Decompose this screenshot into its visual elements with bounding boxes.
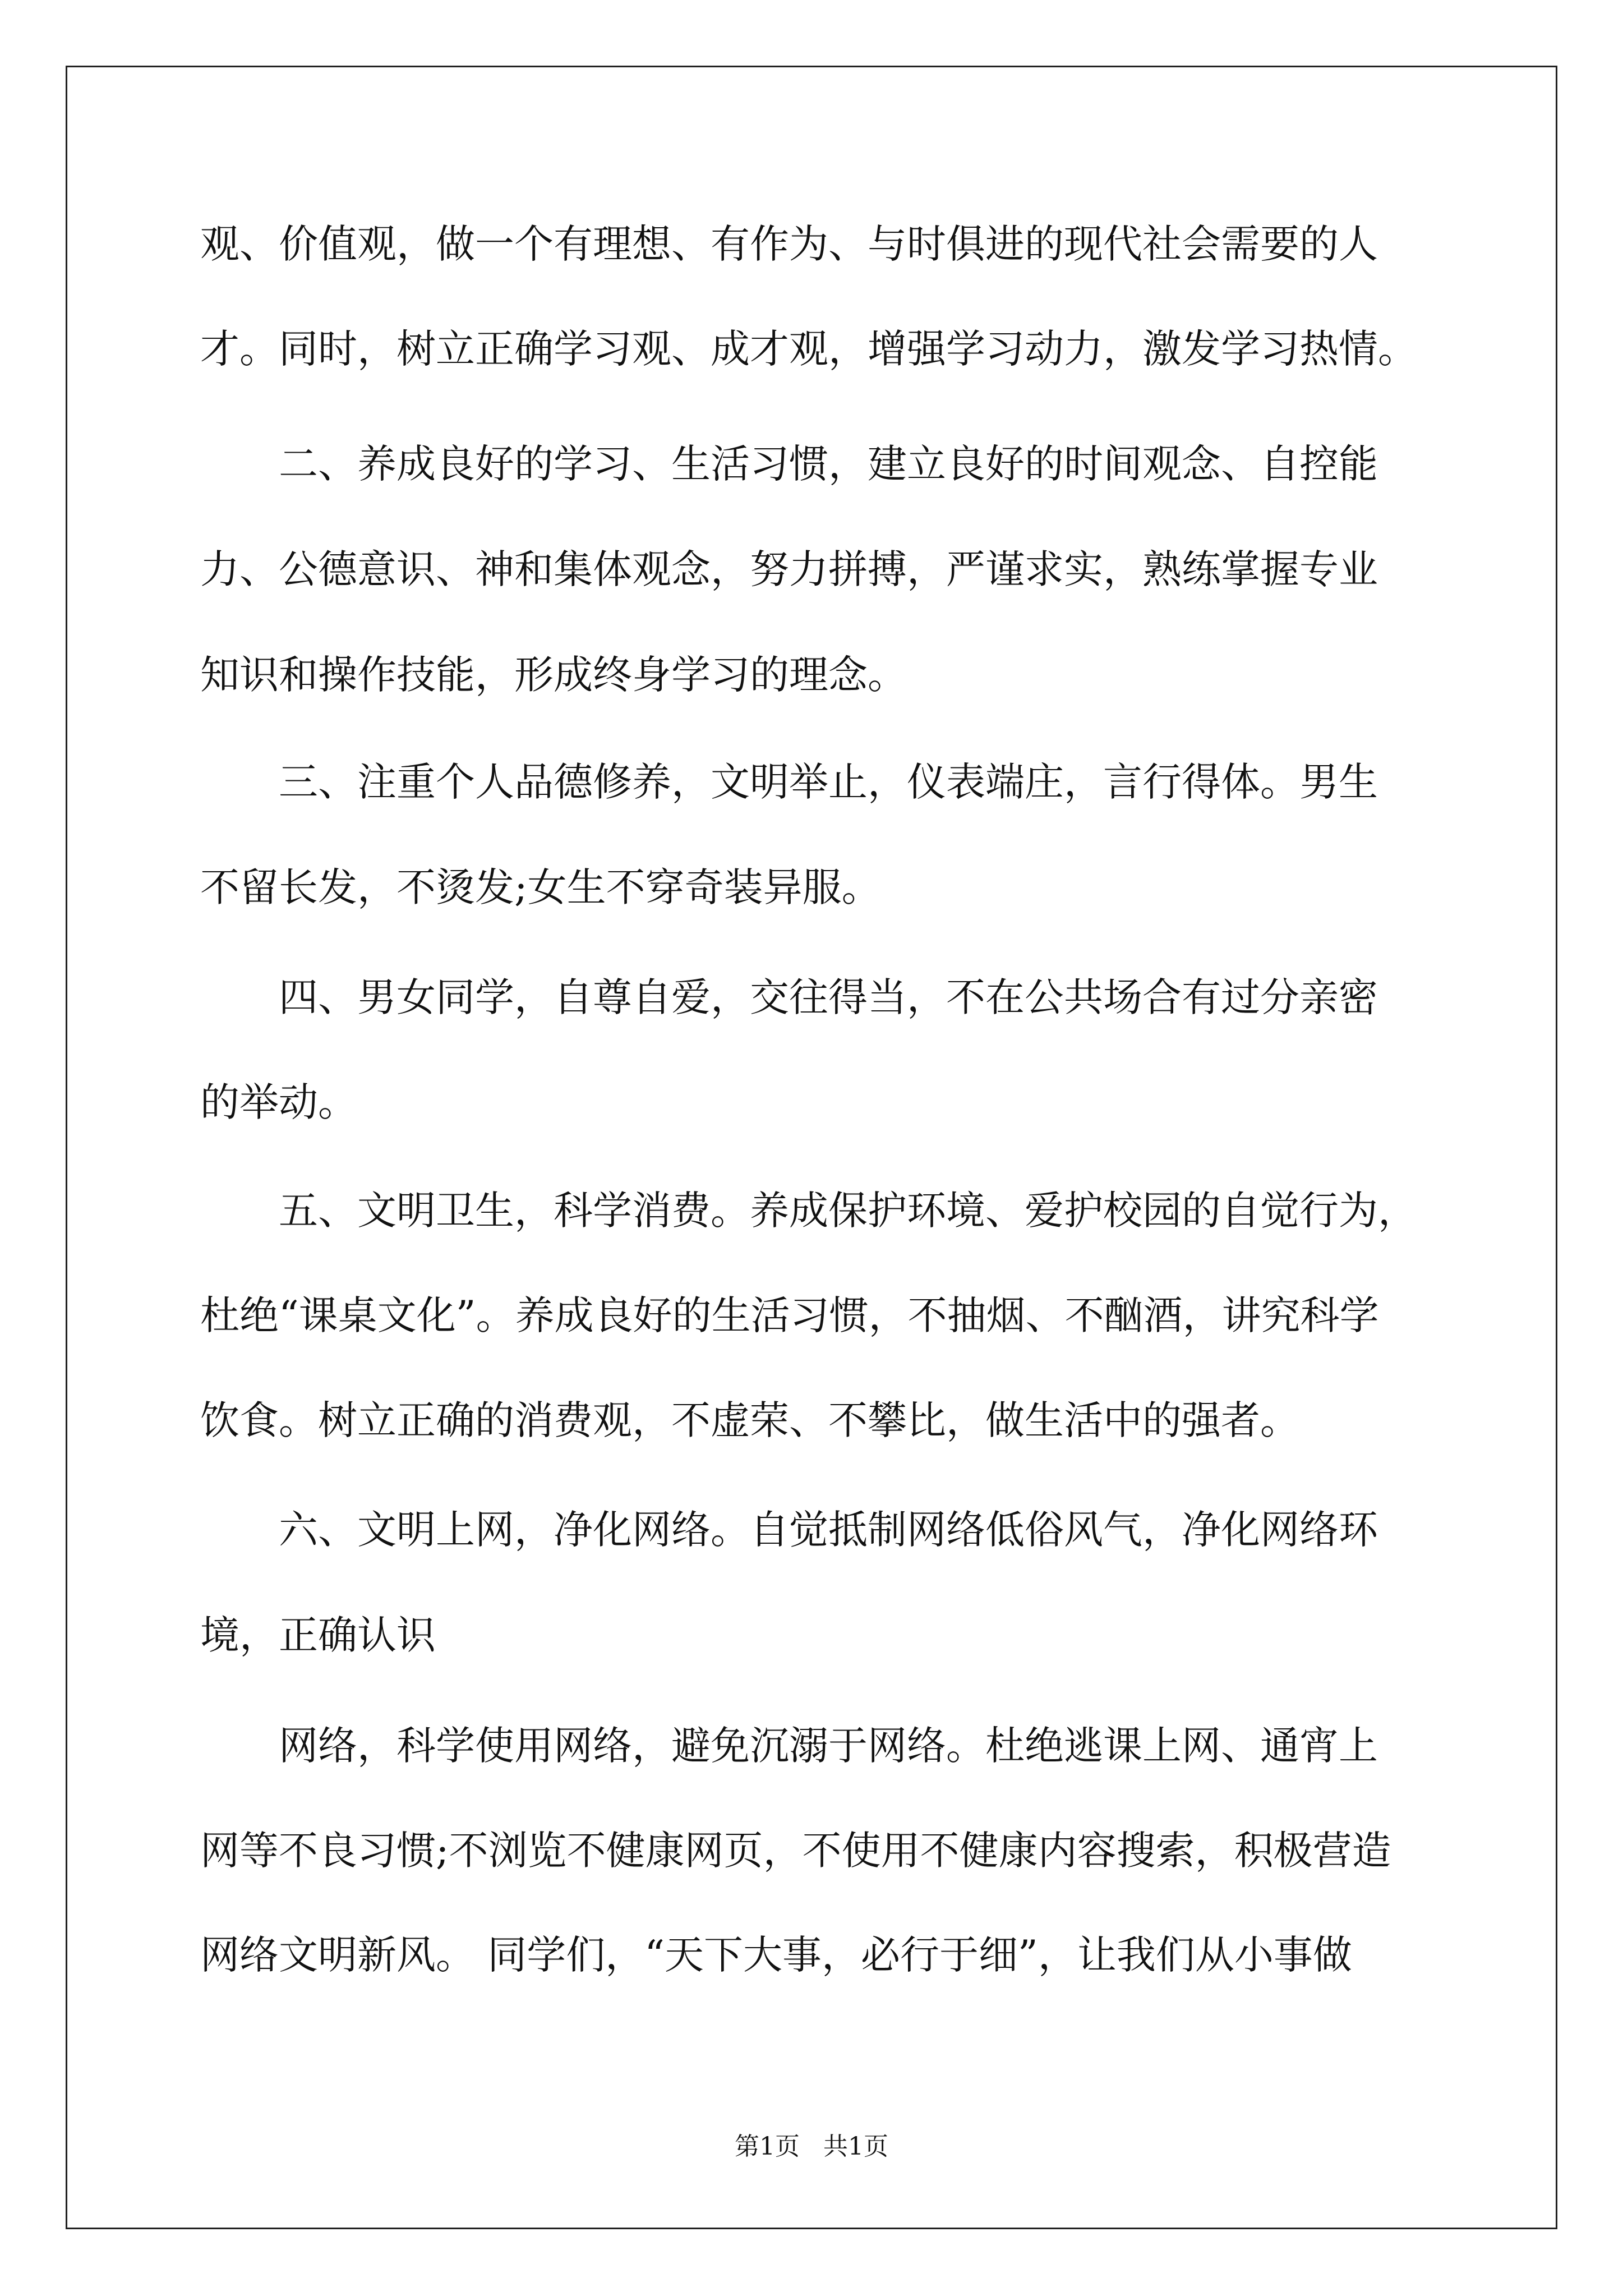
text-line: 网络文明新风。 同学们，“天下大事，必行于细”，让我们从小事做 xyxy=(200,1932,1352,1978)
text-line: 杜绝“课桌文化”。养成良好的生活习惯，不抽烟、不酗酒，讲究科学 xyxy=(200,1292,1379,1338)
text-line: 力、公德意识、神和集体观念，努力拼搏，严谨求实，熟练掌握专业 xyxy=(200,546,1378,592)
text-line: 观、价值观，做一个有理想、有作为、与时俱进的现代社会需要的人 xyxy=(200,221,1378,267)
text-line: 三、注重个人品德修养，文明举止，仪表端庄，言行得体。男生 xyxy=(200,759,1378,805)
text-line: 才。同时，树立正确学习观、成才观，增强学习动力，激发学习热情。 xyxy=(200,326,1417,372)
page-border xyxy=(66,66,1557,2229)
text-line: 知识和操作技能，形成终身学习的理念。 xyxy=(200,652,907,698)
text-line: 饮食。树立正确的消费观，不虚荣、不攀比，做生活中的强者。 xyxy=(200,1397,1299,1443)
text-line: 五、文明卫生，科学消费。养成保护环境、爱护校园的自觉行为， xyxy=(200,1188,1417,1234)
text-line: 二、养成良好的学习、生活习惯，建立良好的时间观念、自控能 xyxy=(200,441,1378,487)
text-line: 网络，科学使用网络，避免沉溺于网络。杜绝逃课上网、通宵上 xyxy=(200,1723,1378,1769)
text-line: 四、男女同学，自尊自爱，交往得当，不在公共场合有过分亲密 xyxy=(200,974,1378,1020)
text-line: 六、文明上网，净化网络。自觉抵制网络低俗风气，净化网络环 xyxy=(200,1507,1378,1553)
text-line: 网等不良习惯;不浏览不健康网页，不使用不健康内容搜索，积极营造 xyxy=(200,1828,1391,1874)
text-line: 境，正确认识 xyxy=(200,1612,436,1658)
text-line: 的举动。 xyxy=(200,1079,357,1125)
text-line: 不留长发，不烫发;女生不穿奇装异服。 xyxy=(200,864,881,910)
page-footer: 第1页 共1页 xyxy=(735,2132,888,2161)
